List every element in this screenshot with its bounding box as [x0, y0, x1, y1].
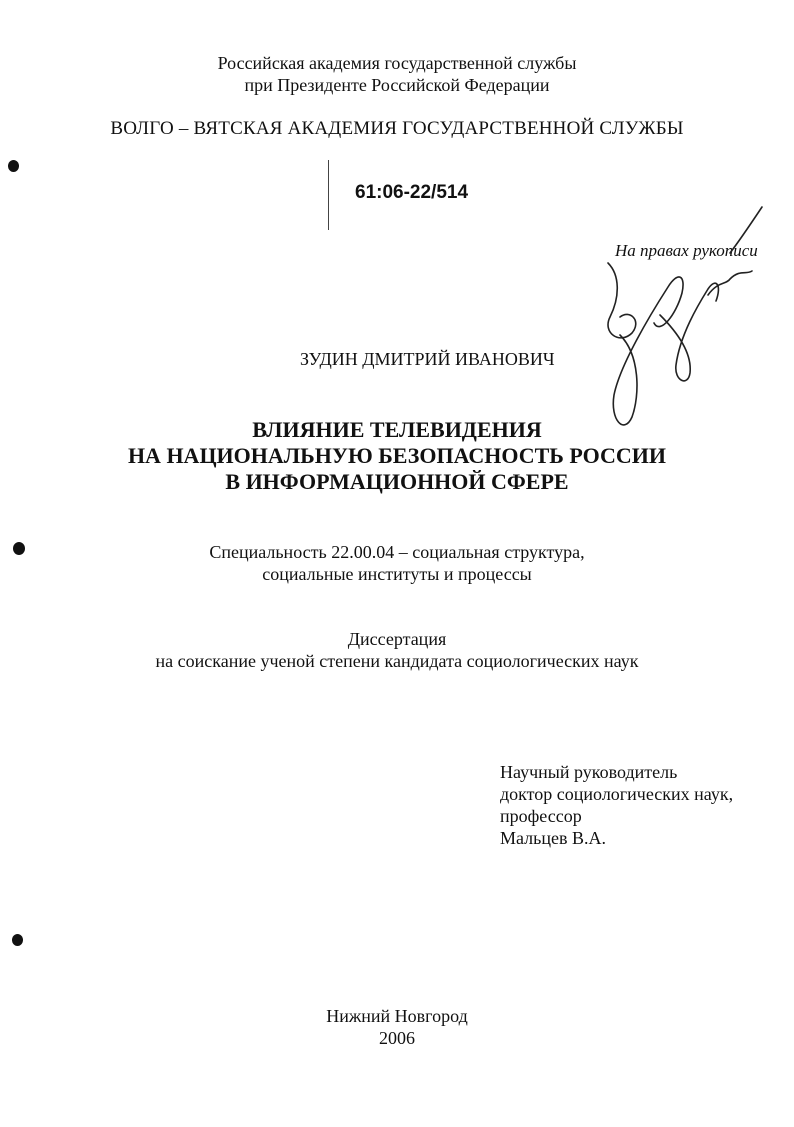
advisor-line-4: Мальцев В.А. — [500, 828, 606, 848]
city: Нижний Новгород — [326, 1006, 468, 1026]
advisor-block — [500, 761, 733, 849]
institution-line-2: при Президенте Российской Федерации — [244, 75, 550, 95]
binding-hole-mark — [12, 934, 23, 946]
margin-line — [328, 160, 329, 230]
year: 2006 — [379, 1028, 415, 1048]
manuscript-note: На правах рукописи — [615, 241, 758, 260]
academy-name: ВОЛГО – ВЯТСКАЯ АКАДЕМИЯ ГОСУДАРСТВЕННОЙ СЛУЖБЫ — [110, 118, 684, 139]
signature-image — [590, 205, 770, 435]
binding-hole-mark — [8, 160, 19, 172]
author-name: ЗУДИН ДМИТРИЙ ИВАНОВИЧ — [300, 349, 555, 369]
title-line-1: ВЛИЯНИЕ ТЕЛЕВИДЕНИЯ — [252, 417, 542, 442]
title-line-3: В ИНФОРМАЦИОННОЙ СФЕРЕ — [225, 469, 569, 494]
title-line-2: НА НАЦИОНАЛЬНУЮ БЕЗОПАСНОСТЬ РОССИИ — [127, 443, 667, 468]
institution-line-1: Российская академия государственной службы — [217, 53, 577, 73]
dissertation-line-1: Диссертация — [347, 629, 447, 649]
specialty-line-2: социальные институты и процессы — [262, 564, 532, 584]
catalog-code: 61:06-22/514 — [355, 182, 469, 203]
binding-hole-mark — [13, 542, 25, 555]
advisor-line-3: профессор — [500, 806, 582, 826]
advisor-line-1: Научный руководитель — [500, 762, 678, 782]
specialty-line-1: Специальность 22.00.04 – социальная структура, — [209, 542, 585, 562]
advisor-line-2: доктор социологических наук, — [500, 784, 734, 804]
dissertation-line-2: на соискание ученой степени кандидата социологических наук — [155, 651, 639, 671]
